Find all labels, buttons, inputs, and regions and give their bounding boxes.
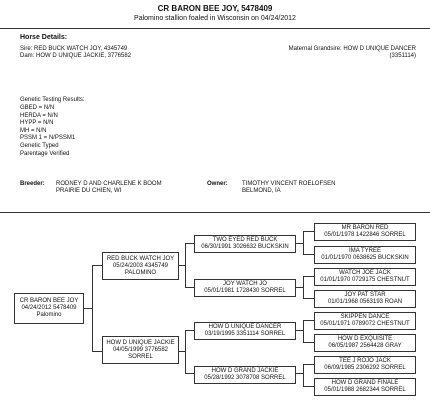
pedigree-great-grandparent	[314, 378, 416, 396]
horse-name: RED BUCK WATCH JOY	[106, 255, 175, 262]
pedigree-great-grandparent	[314, 312, 416, 330]
horse-name: JOY PAT STAR	[344, 292, 386, 298]
pedigree-great-grandparent	[314, 223, 416, 241]
genetic-result: HERDA = N/N	[20, 112, 58, 119]
pedigree-sire-sire	[194, 235, 296, 253]
horse-name: TEE J ROJO JACK	[339, 358, 391, 364]
pedigree-dam-dam	[194, 366, 296, 384]
horse-info: 06/30/1991 3026632 BUCKSKIN	[201, 244, 289, 250]
horse-info: 05/24/2003 4345749	[112, 262, 169, 269]
pedigree-great-grandparent	[314, 290, 416, 308]
horse-name: HOW D GRAND FINALE	[331, 380, 399, 386]
pedigree-great-grandparent	[314, 356, 416, 374]
horse-name: CR BARON BEE JOY	[19, 298, 79, 304]
horse-name: JOY WATCH JO	[223, 281, 267, 287]
horse-name: MR BARON RED	[341, 225, 389, 231]
page-title: CR BARON BEE JOY, 5478409	[157, 4, 273, 13]
breeder-location: PRAIRIE DU CHIEN, WI	[56, 188, 122, 194]
owner-location: BELMOND, IA	[242, 188, 281, 194]
horse-name: HOW D EXQUISITE	[337, 336, 393, 342]
owner-name: TIMOTHY VINCENT ROELOFSEN	[242, 181, 336, 187]
horse-name: HOW D UNIQUE JACKIE	[106, 339, 175, 346]
horse-info: 05/01/1988 2682344 SORREL	[324, 387, 406, 393]
page-subtitle: Palomino stallion foaled in Wisconsin on 04/24/2012	[134, 15, 296, 22]
pedigree-sire	[102, 252, 179, 280]
pedigree-great-grandparent	[314, 268, 416, 286]
horse-name: IMA TYREE	[349, 248, 381, 254]
header-divider	[0, 28, 430, 29]
horse-info: 05/28/1992 3078708 SORREL	[204, 375, 286, 381]
pedigree-great-grandparent	[314, 246, 416, 264]
horse-color: PALOMINO	[124, 269, 157, 276]
horse-color: SORREL	[128, 353, 153, 360]
horse-info: 06/05/1987 2564428 GRAY	[328, 343, 402, 349]
pedigree-subject	[14, 293, 84, 324]
genetic-result: PSSM 1 = N/PSSM1	[20, 135, 76, 142]
horse-info: 05/01/1971 0789072 CHESTNUT	[320, 321, 410, 327]
pedigree-dam-sire	[194, 322, 296, 340]
horse-info: 01/01/1970 0638625 BUCKSKIN	[321, 255, 409, 261]
horse-details-heading: Horse Details:	[20, 34, 68, 41]
maternal-grandsire-reg: (3351114)	[389, 53, 416, 59]
horse-info: 05/01/1978 1422846 SORREL	[324, 232, 406, 238]
horse-name: HOW D UNIQUE DANCER	[208, 324, 282, 330]
pedigree-great-grandparent	[314, 334, 416, 352]
sire-line: Sire: RED BUCK WATCH JOY, 4345749	[20, 46, 128, 52]
genetic-heading: Genetic Testing Results:	[20, 97, 85, 103]
breeder-label: Breeder:	[20, 181, 45, 187]
genetic-result: MH = N/N	[20, 127, 47, 134]
pedigree-sire-dam	[194, 279, 296, 297]
horse-name: WATCH JOE JACK	[339, 270, 391, 276]
horse-info: 01/01/1970 0729175 CHESTNUT	[320, 277, 410, 283]
horse-info: 06/09/1985 2306292 SORREL	[324, 365, 406, 371]
horse-info: 01/01/1968 0563193 ROAN	[327, 299, 403, 305]
genetic-result: GBED = N/N	[20, 105, 55, 111]
genetic-results	[20, 105, 75, 158]
breeder-name: RODNEY D AND CHARLENE K BOOM	[56, 181, 162, 187]
pedigree-divider	[0, 212, 430, 213]
genetic-result: HYPP = N/N	[20, 120, 54, 127]
horse-info: 04/24/2012 5478409	[21, 305, 77, 311]
horse-info: 05/01/1981 1728430 SORREL	[204, 288, 286, 294]
horse-color: Palomino	[36, 312, 62, 318]
genetic-result: Parentage Verified	[20, 150, 70, 157]
horse-name: SKIPPEN DANCE	[340, 314, 390, 320]
dam-line: Dam: HOW D UNIQUE JACKIE, 3776582	[20, 53, 132, 59]
horse-name: HOW D GRAND JACKIE	[211, 368, 279, 374]
horse-info: 04/05/1999 3776582	[112, 346, 169, 353]
horse-info: 03/19/1995 3351114 SORREL	[204, 331, 286, 337]
genetic-result: Genetic Typed	[20, 142, 59, 149]
horse-name: TWO EYED RED BUCK	[212, 237, 278, 243]
owner-label: Owner:	[207, 181, 228, 187]
pedigree-dam	[102, 336, 179, 364]
maternal-grandsire: Maternal Grandsire: HOW D UNIQUE DANCER	[288, 46, 416, 52]
